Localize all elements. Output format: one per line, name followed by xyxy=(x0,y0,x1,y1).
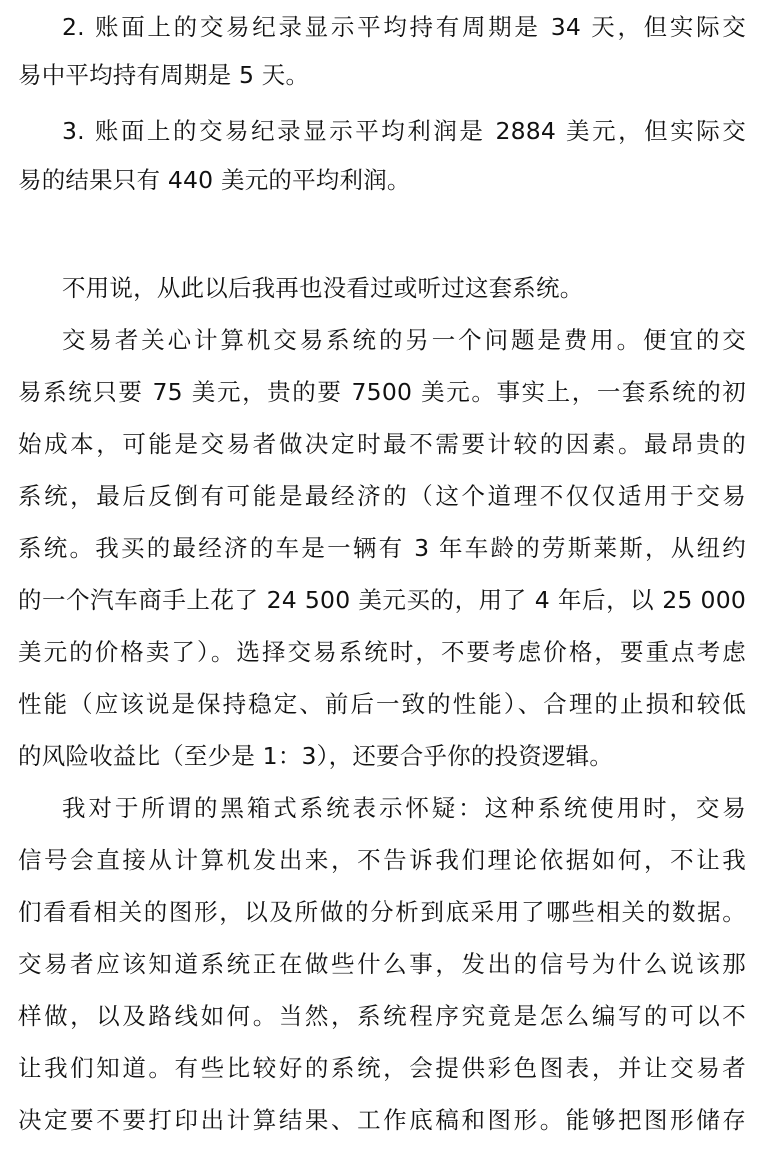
text-line: 始成本，可能是交易者做决定时最不需要计较的因素。最昂贵的 xyxy=(18,430,746,458)
text-line: 性能（应该说是保持稳定、前后一致的性能）、合理的止损和较低 xyxy=(18,690,746,718)
text-line: 们看看相关的图形，以及所做的分析到底采用了哪些相关的数据。 xyxy=(18,898,746,926)
text-line: 易中平均持有周期是 5 天。 xyxy=(18,61,310,89)
text-line: 3. 账面上的交易纪录显示平均利润是 2884 美元，但实际交 xyxy=(62,117,746,145)
text-line: 让我们知道。有些比较好的系统，会提供彩色图表，并让交易者 xyxy=(18,1054,746,1082)
text-line: 的一个汽车商手上花了 24 500 美元买的，用了 4 年后，以 25 000 xyxy=(18,586,746,614)
text-line: 易的结果只有 440 美元的平均利润。 xyxy=(18,166,411,194)
text-line: 2. 账面上的交易纪录显示平均持有周期是 34 天，但实际交 xyxy=(62,13,746,41)
text-line: 系统。我买的最经济的车是一辆有 3 年车龄的劳斯莱斯，从纽约 xyxy=(18,534,746,562)
text-line: 的风险收益比（至少是 1：3），还要合乎你的投资逻辑。 xyxy=(18,742,614,770)
text-line: 样做，以及路线如何。当然，系统程序究竟是怎么编写的可以不 xyxy=(18,1002,746,1030)
text-line: 易系统只要 75 美元，贵的要 7500 美元。事实上，一套系统的初 xyxy=(18,378,746,406)
text-line: 系统，最后反倒有可能是最经济的（这个道理不仅仅适用于交易 xyxy=(18,482,746,510)
text-line: 交易者关心计算机交易系统的另一个问题是费用。便宜的交 xyxy=(62,326,746,354)
text-line: 信号会直接从计算机发出来，不告诉我们理论依据如何，不让我 xyxy=(18,846,746,874)
text-line: 我对于所谓的黑箱式系统表示怀疑：这种系统使用时，交易 xyxy=(62,794,746,822)
text-line: 交易者应该知道系统正在做些什么事，发出的信号为什么说该那 xyxy=(18,950,746,978)
text-line: 决定要不要打印出计算结果、工作底稿和图形。能够把图形储存 xyxy=(18,1106,746,1134)
text-line: 美元的价格卖了）。选择交易系统时，不要考虑价格，要重点考虑 xyxy=(18,638,746,666)
text-line: 不用说，从此以后我再也没看过或听过这套系统。 xyxy=(62,274,584,302)
